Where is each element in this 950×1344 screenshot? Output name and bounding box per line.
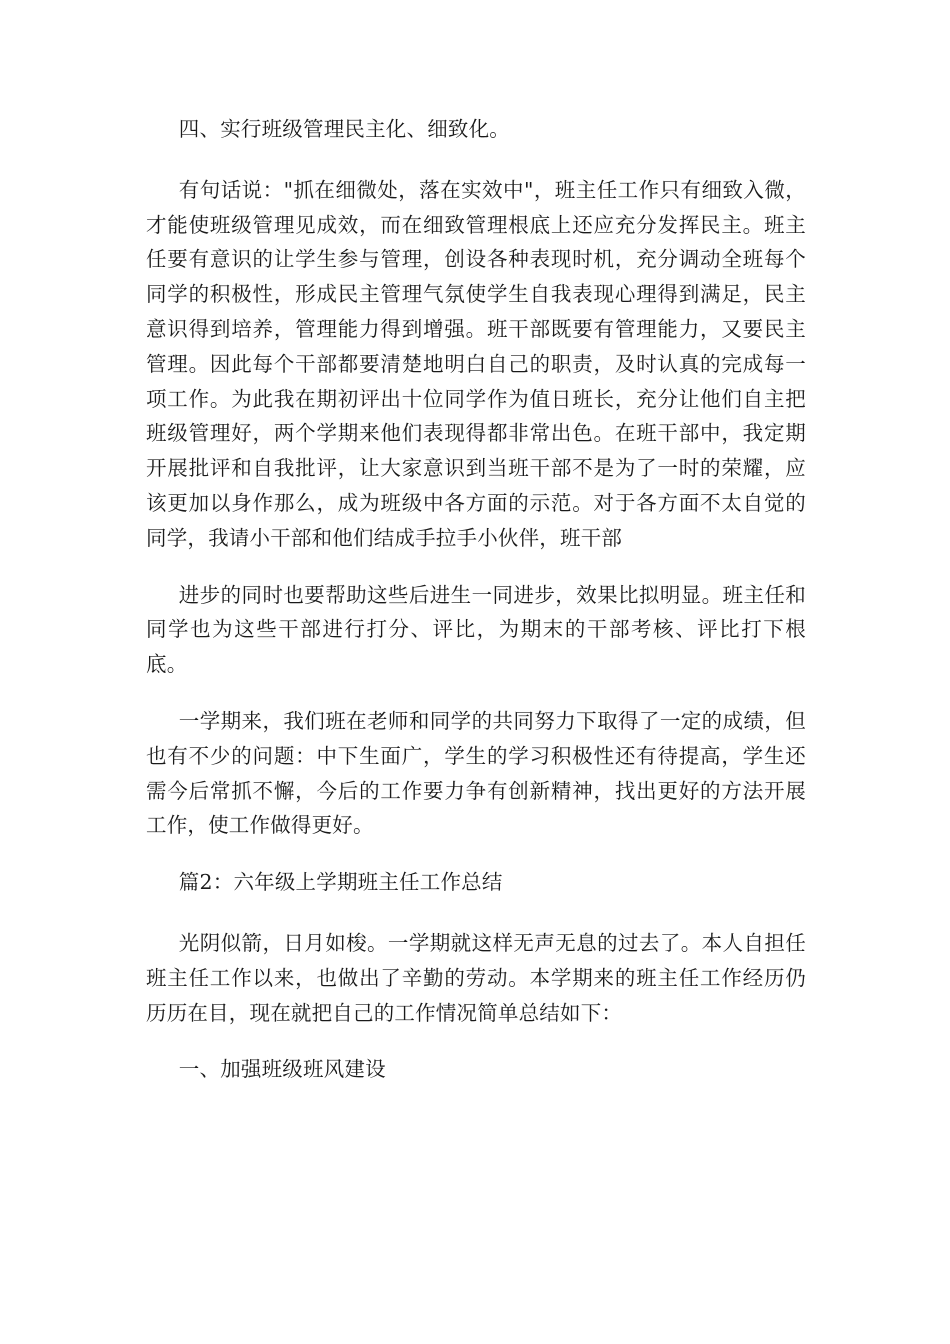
- paragraph-detailed-management: 有句话说："抓在细微处，落在实效中"，班主任工作只有细致入微，才能使班级管理见成效，而在细致管理根底上还应充分发挥民主。班主任要有意识的让学生参与管理，创设各种表现时机，充分调动全班每个同学的积极性，形成民主管理气氛使学生自我表现心理得到满足，民主意识得到培养，管理能力得到增强。班干部既要有管理能力，又要民主管理。因此每个干部都要清楚地明白自己的职责，及时认真的完成每一项工作。为此我在期初评出十位同学作为值日班长，充分让他们自主把班级管理好，两个学期来他们表现得都非常出色。在班干部中，我定期开展批评和自我批评，让大家意识到当班干部不是为了一时的荣耀，应该更加以身作那么，成为班级中各方面的示范。对于各方面不太自觉的同学，我请小干部和他们结成手拉手小伙伴，班干部: [146, 177, 806, 550]
- section-heading-class-style: 一、加强班级班风建设: [178, 1057, 386, 1082]
- paragraph-help-progress: 进步的同时也要帮助这些后进生一同进步，效果比拟明显。班主任和同学也为这些干部进行打分、评比，为期末的干部考核、评比打下根底。: [146, 582, 806, 677]
- paragraph-semester-summary: 一学期来，我们班在老师和同学的共同努力下取得了一定的成绩，但也有不少的问题：中下生面广，学生的学习积极性还有待提高，学生还需今后常抓不懈，今后的工作要力争有创新精神，找出更好的方法开展工作，使工作做得更好。: [146, 708, 806, 838]
- section-heading-democratic-management: 四、实行班级管理民主化、细致化。: [178, 117, 510, 141]
- article-title-part-2: 篇2：六年级上学期班主任工作总结: [178, 870, 503, 895]
- paragraph-introduction: 光阴似箭，日月如梭。一学期就这样无声无息的过去了。本人自担任班主任工作以来，也做出了辛勤的劳动。本学期来的班主任工作经历仍历历在目，现在就把自己的工作情况简单总结如下：: [146, 930, 806, 1025]
- document-body: [146, 112, 806, 1109]
